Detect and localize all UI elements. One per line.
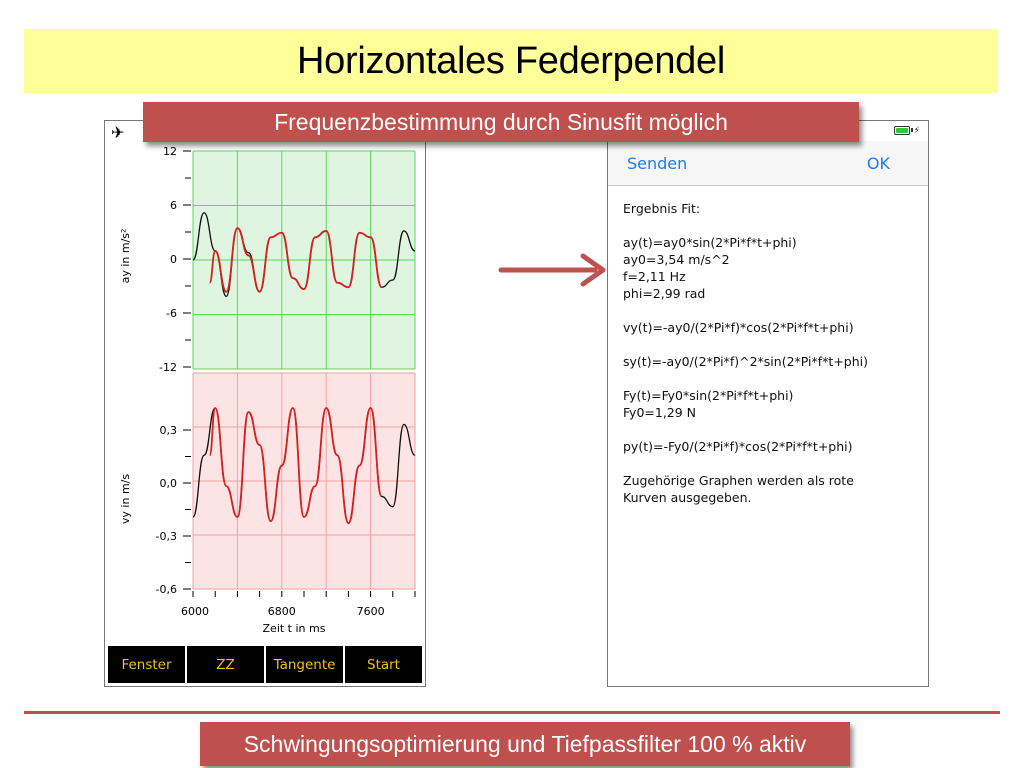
x-tick-label: 6800: [267, 605, 296, 618]
y-tick-label: 0,0: [159, 477, 177, 490]
fenster-button[interactable]: Fenster: [108, 646, 185, 683]
result-line: vy(t)=-ay0/(2*Pi*f)*cos(2*Pi*f*t+phi): [623, 320, 854, 335]
top-banner: Frequenzbestimmung durch Sinusfit möglich: [143, 102, 859, 142]
zz-button[interactable]: ZZ: [187, 646, 264, 683]
bottom-divider: [24, 711, 1000, 714]
y-tick-label: 6: [170, 199, 177, 212]
result-line: [623, 421, 923, 438]
y-tick-label: 12: [163, 145, 177, 158]
result-line: Kurven ausgegeben.: [623, 490, 752, 505]
result-line: Ergebnis Fit:: [623, 201, 701, 216]
bottom-banner: Schwingungsoptimierung und Tiefpassfilter 100 % aktiv: [200, 722, 850, 766]
result-line: phi=2,99 rad: [623, 286, 706, 301]
y-tick-label: -0,3: [155, 530, 177, 543]
x-axis-label: Zeit t in ms: [262, 622, 326, 635]
fit-result-text: [623, 200, 923, 506]
result-line: Zugehörige Graphen werden als rote: [623, 473, 854, 488]
result-line: f=2,11 Hz: [623, 269, 686, 284]
start-button[interactable]: Start: [345, 646, 422, 683]
result-line: [623, 217, 923, 234]
right-phone-screen: [607, 120, 929, 687]
tangente-button[interactable]: Tangente: [266, 646, 343, 683]
bottom-toolbar: [108, 646, 422, 683]
sensor-chart[interactable]: [105, 121, 425, 646]
x-tick-label: 7600: [356, 605, 385, 618]
result-line: ay(t)=ay0*sin(2*Pi*f*t+phi): [623, 235, 797, 250]
y-tick-label: 0: [170, 253, 177, 266]
result-line: [623, 455, 923, 472]
nav-bar: [608, 141, 928, 186]
battery-icon: ⚡: [894, 125, 920, 135]
y-axis-label: ay in m/s²: [119, 228, 132, 284]
result-line: Fy0=1,29 N: [623, 405, 697, 420]
result-line: [623, 336, 923, 353]
y-tick-label: 0,3: [159, 424, 177, 437]
y-tick-label: -0,6: [155, 583, 177, 596]
y-tick-label: -6: [166, 307, 177, 320]
title-bar: [24, 29, 998, 93]
senden-button[interactable]: Senden: [627, 154, 688, 173]
slide-title: Horizontales Federpendel: [297, 39, 725, 82]
result-line: ay0=3,54 m/s^2: [623, 252, 730, 267]
x-tick-label: 6000: [181, 605, 209, 618]
left-phone-screen: [104, 120, 426, 687]
y-tick-label: -12: [159, 361, 177, 374]
arrow-icon: [495, 248, 615, 298]
ok-button[interactable]: OK: [866, 154, 890, 173]
result-line: sy(t)=-ay0/(2*Pi*f)^2*sin(2*Pi*f*t+phi): [623, 354, 868, 369]
result-line: [623, 370, 923, 387]
result-line: Fy(t)=Fy0*sin(2*Pi*f*t+phi): [623, 388, 794, 403]
result-line: py(t)=-Fy0/(2*Pi*f)*cos(2*Pi*f*t+phi): [623, 439, 853, 454]
airplane-icon: ✈: [111, 125, 125, 142]
result-line: [623, 302, 923, 319]
y-axis-label: vy in m/s: [119, 473, 132, 525]
